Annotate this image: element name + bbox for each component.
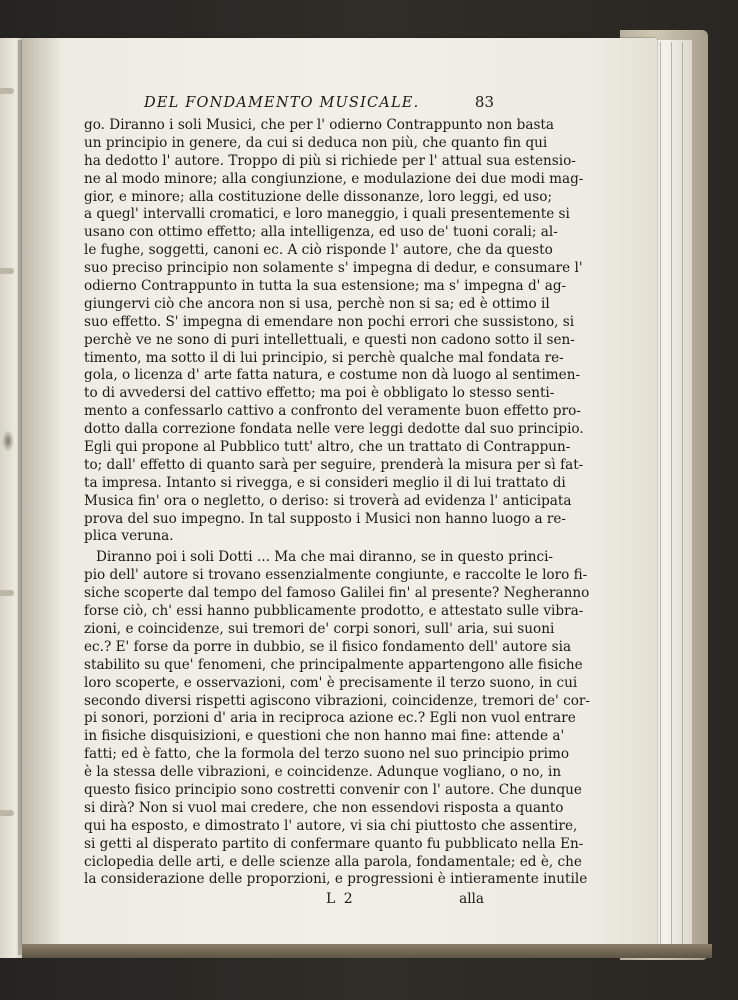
text-line: gior, e minore; alla costituzione delle dissonanze, loro leggi, ed uso;	[84, 188, 553, 205]
page-number: 83	[474, 93, 494, 111]
text-line: usano con ottimo effetto; alla intelligenza, ed uso de' tuoni corali; al-	[84, 224, 558, 241]
text-line: siche scoperte dal tempo del famoso Galilei fin' al presente? Negheranno	[84, 585, 590, 602]
text-line: si getti al disperato partito di confermare quanto fu pubblicato nella En-	[84, 835, 584, 852]
text-line: timento, ma sotto il di lui principio, si perchè qualche mal fondata re-	[84, 349, 564, 366]
text-line: Diranno poi i soli Dotti ... Ma che mai diranno, se in questo princi-	[96, 549, 554, 566]
text-line: zioni, e coincidenze, sui tremori de' corpi sonori, sull' aria, sui suoni	[84, 620, 555, 637]
text-line: prova del suo impegno. In tal supposto i Musici non hanno luogo a re-	[84, 510, 567, 527]
text-line: si dirà? Non si vuol mai credere, che non essendovi risposta a quanto	[84, 799, 564, 816]
binding-tear-mark	[0, 268, 14, 274]
text-line: un principio in genere, da cui si deduca non più, che quanto fin qui	[84, 134, 548, 151]
paragraph	[84, 549, 590, 889]
page-footer	[84, 891, 484, 911]
gutter-shade	[22, 38, 62, 946]
text-line: giungervi ciò che ancora non si usa, perchè non si sa; ed è ottimo il	[84, 295, 550, 312]
text-line: ha dedotto l' autore. Troppo di più si richiede per l' attual sua estensio-	[84, 152, 576, 169]
binding-tear-mark	[0, 810, 14, 816]
running-head	[84, 95, 494, 117]
leaf-edge-line	[660, 42, 661, 944]
text-line: mento a confessarlo cattivo a confronto del veramente buon effetto pro-	[84, 403, 581, 420]
text-line: suo preciso principio non solamente s' impegna di dedur, e consumare l'	[84, 260, 583, 277]
text-line: qui ha esposto, e dimostrato l' autore, vi sia chi piuttosto che assentire,	[84, 817, 578, 834]
thread-stain	[2, 430, 14, 452]
binding-tear-mark	[0, 590, 14, 596]
text-line: è la stessa delle vibrazioni, e coincidenze. Adunque vogliano, o no, in	[84, 764, 562, 781]
leaf-edge-line	[682, 42, 683, 944]
text-line: perchè ve ne sono di puri intellettuali, e questi non cadono sotto il sen-	[84, 331, 575, 348]
text-line: Egli qui propone al Pubblico tutt' altro, che un trattato di Contrappun-	[84, 439, 571, 456]
text-line: ta impresa. Intanto si rivegga, e si consideri meglio il di lui trattato di	[84, 474, 566, 491]
text-line: a quegl' intervalli cromatici, e loro maneggio, i quali presentemente si	[84, 206, 570, 223]
text-line: suo effetto. S' impegna di emendare non pochi errori che sussistono, si	[84, 313, 575, 330]
text-line: secondo diversi rispetti agiscono vibrazioni, coincidenze, tremori de' cor-	[84, 692, 590, 709]
text-line: plica veruna.	[84, 528, 174, 545]
text-line: ciclopedia delle arti, e delle scienze alla parola, fondamentale; ed è, che	[84, 853, 582, 870]
text-line: go. Diranno i soli Musici, che per l' odierno Contrappunto non basta	[84, 117, 554, 133]
text-line: le fughe, soggetti, canoni ec. A ciò risponde l' autore, che da questo	[84, 242, 553, 259]
signature-mark: L 2	[326, 891, 355, 908]
paragraph	[84, 117, 584, 546]
text-line: questo fisico principio sono costretti convenir con l' autore. Che dunque	[84, 781, 582, 798]
text-line: ec.? E' forse da porre in dubbio, se il fisico fondamento dell' autore sia	[84, 638, 572, 655]
text-line: in fisiche disquisizioni, e questioni che non hanno mai fine: attende a'	[84, 728, 565, 745]
text-line: stabilito su que' fenomeni, che principalmente appartengono alle fisiche	[84, 656, 583, 673]
text-line: la considerazione delle proporzioni, e progressioni è intieramente inutile	[84, 871, 588, 888]
binding-tear-mark	[0, 88, 14, 94]
text-line: gola, o licenza d' arte fatta natura, e costume non dà luogo al sentimen-	[84, 367, 581, 384]
text-line: fatti; ed è fatto, che la formola del terzo suono nel suo principio primo	[84, 746, 570, 763]
text-line: pio dell' autore si trovano essenzialmente congiunte, e raccolte le loro fi-	[84, 567, 588, 584]
text-line: to; dall' effetto di quanto sarà per seguire, prenderà la misura per sì fat-	[84, 456, 584, 473]
running-title: DEL FONDAMENTO MUSICALE.	[144, 95, 420, 111]
text-line: to di avvedersi del cattivo effetto; ma poi è obbligato lo stesso senti-	[84, 385, 555, 402]
text-line: Musica fin' ora o negletto, o deriso: si troverà ad evidenza l' anticipata	[84, 492, 572, 509]
text-block	[84, 93, 590, 911]
text-line: forse ciò, ch' essi hanno pubblicamente prodotto, e attestato sulle vibra-	[84, 603, 584, 620]
text-line: pi sonori, porzioni d' aria in reciproca azione ec.? Egli non vuol entrare	[84, 710, 576, 727]
text-line: ne al modo minore; alla congiunzione, e modulazione dei due modi mag-	[84, 170, 584, 187]
text-line: dotto dalla correzione fondata nelle vere leggi dedotte dal suo principio.	[84, 421, 584, 438]
catchword: alla	[459, 891, 484, 908]
text-line: loro scoperte, e osservazioni, com' è precisamente il terzo suono, in cui	[84, 674, 578, 691]
page-bottom-edge	[22, 944, 712, 958]
text-line: odierno Contrappunto in tutta la sua estensione; ma s' impegna d' ag-	[84, 278, 567, 295]
leaf-edge-line	[671, 42, 672, 944]
